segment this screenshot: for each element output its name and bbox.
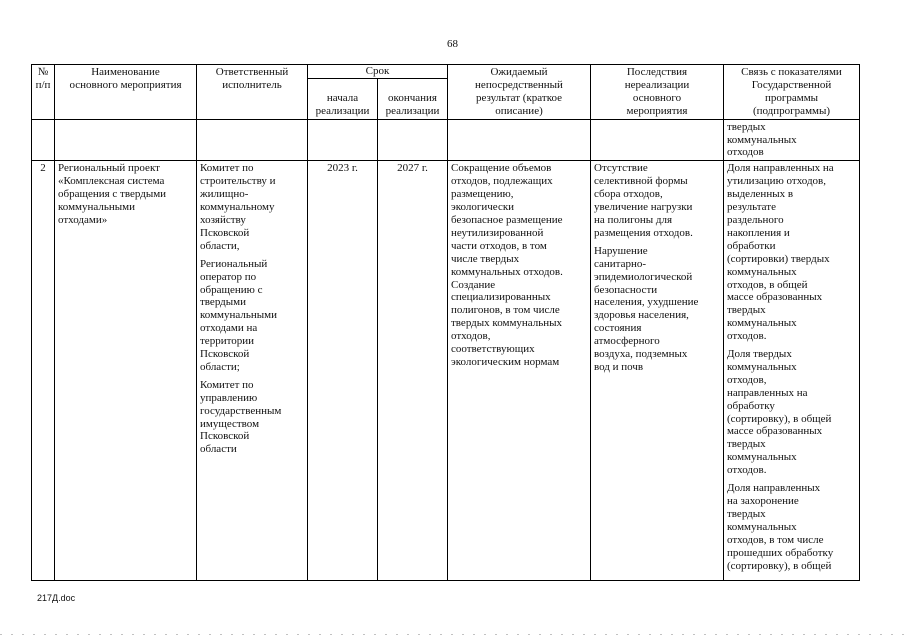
cont-name — [55, 119, 197, 161]
header-start: начала реализации — [308, 79, 378, 119]
row-consequences: Отсутствие селективной формы сбора отходов, увеличение нагрузки на полигоны для размещения отходов. Нарушение санитарно- эпидемиологической безопасности населения, ухудшение здоровья населения, состояния атмосферного воздуха, подземных вод и почв — [591, 161, 724, 581]
responsible-para-3: Комитет по управлению государственным имуществом Псковской области — [200, 378, 282, 456]
page-number: 68 — [447, 38, 458, 50]
header-row-1 — [32, 65, 860, 79]
scan-artifact-line — [0, 634, 905, 635]
header-link: Связь с показателями Государственной программы (подпрограммы) — [724, 65, 860, 120]
cont-start — [308, 119, 378, 161]
cont-link: твердых коммунальных отходов — [724, 119, 860, 161]
responsible-para-2: Региональный оператор по обращению с твердыми коммунальными отходами на территории Псковской области; — [200, 257, 277, 373]
row-link: Доля направленных на утилизацию отходов, выделенных в результате раздельного накопления и обработки (сортировки) твердых коммунальных отходов, в общей массе образованных твердых коммунальных отходов. Доля твердых коммунальных отходов, направленных на обработку (сортировку), в общей массе образованных твердых коммунальных отходов. Доля направленных на захоронение твердых коммунальных отходов, в том числе прошедших обработку (сортировку), в общей — [724, 161, 860, 581]
row-result: Сокращение объемов отходов, подлежащих размещению, экологически безопасное размещение неутилизированной части отходов, в том числе твердых коммунальных отходов. Создание специализированных полигонов, в том числе твердых коммунальных отходов, соответствующих экологическим нормам — [448, 161, 591, 581]
cont-end — [378, 119, 448, 161]
row-responsible — [197, 161, 308, 581]
row-name: Региональный проект «Комплексная система обращения с твердыми коммунальными отходами» — [55, 161, 197, 581]
table-row — [32, 161, 860, 581]
header-consequences: Последствия нереализации основного мероприятия — [591, 65, 724, 120]
cont-result — [448, 119, 591, 161]
row-start: 2023 г. — [308, 161, 378, 581]
header-name: Наименование основного мероприятия — [55, 65, 197, 120]
cont-consequences — [591, 119, 724, 161]
header-term: Срок — [308, 65, 448, 79]
row-end: 2027 г. — [378, 161, 448, 581]
header-end: окончания реализации — [378, 79, 448, 119]
measures-table — [31, 64, 860, 581]
header-responsible: Ответственный исполнитель — [197, 65, 308, 120]
responsible-para-1: Комитет по строительству и жилищно- коммунальному хозяйству Псковской области, — [200, 162, 276, 252]
cont-responsible — [197, 119, 308, 161]
continuation-row — [32, 119, 860, 161]
row-num: 2 — [32, 161, 55, 581]
cont-num — [32, 119, 55, 161]
header-result: Ожидаемый непосредственный результат (краткое описание) — [448, 65, 591, 120]
header-num: № п/п — [32, 65, 55, 120]
footer-filename: 217Д.doc — [37, 593, 76, 603]
